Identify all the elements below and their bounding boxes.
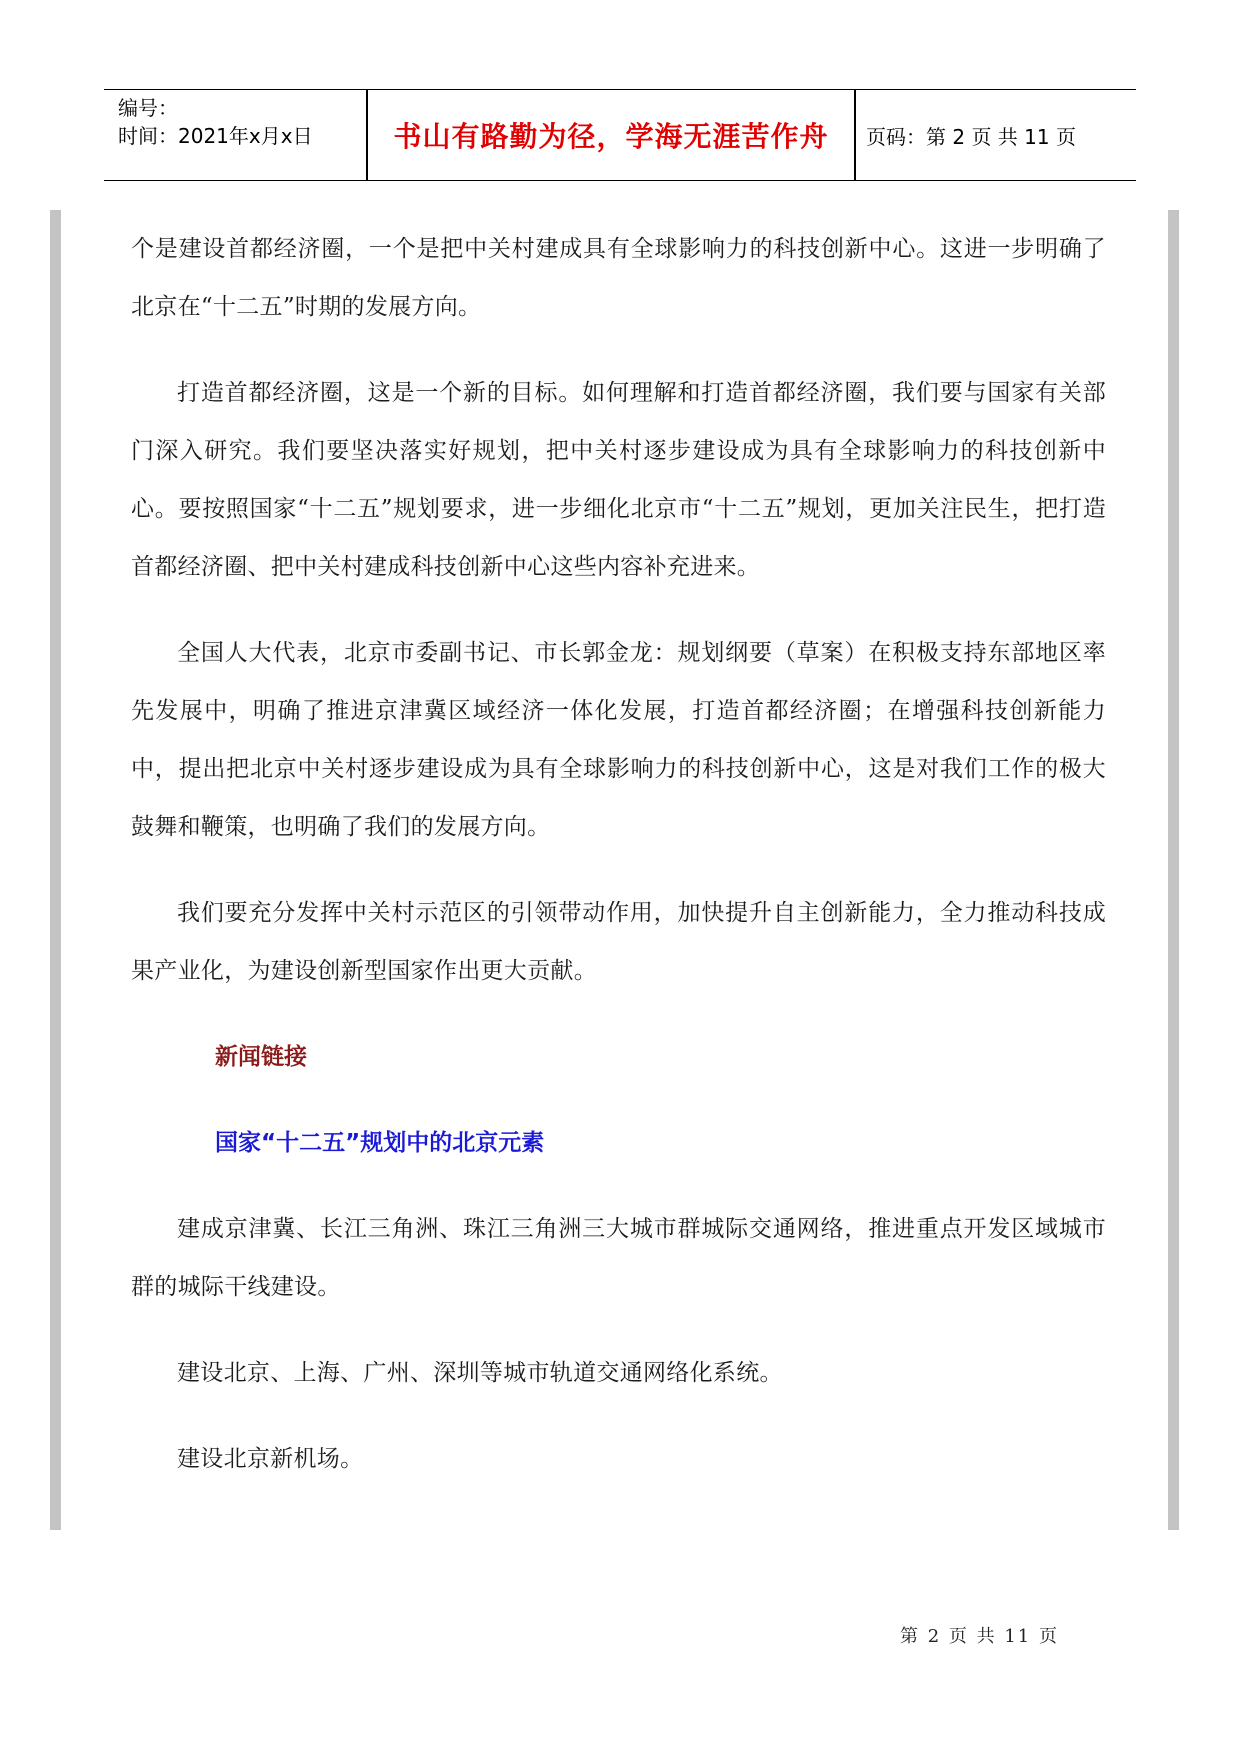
body-paragraph: 全国人大代表，北京市委副书记、市长郭金龙：规划纲要（草案）在积极支持东部地区率先发展中，明确了推进京津冀区域经济一体化发展，打造首都经济圈；在增强科技创新能力中，提出把北京中关村逐步建设成为具有全球影响力的科技创新中心，这是对我们工作的极大鼓舞和鞭策，也明确了我们的发展方向。 (131, 640, 1106, 840)
header-page-info: 页码：第 2 页 共 11 页 (866, 124, 1076, 149)
body-paragraph: 打造首都经济圈，这是一个新的目标。如何理解和打造首都经济圈，我们要与国家有关部门深入研究。我们要坚决落实好规划，把中关村逐步建设成为具有全球影响力的科技创新中心。要按照国家“十二五”规划要求，进一步细化北京市“十二五”规划，更加关注民生，把打造首都经济圈、把中关村建成科技创新中心这些内容补充进来。 (131, 380, 1106, 580)
list-item: 建设北京、上海、广州、深圳等城市轨道交通网络化系统。 (177, 1360, 783, 1386)
body-paragraph: 个是建设首都经济圈，一个是把中关村建成具有全球影响力的科技创新中心。这进一步明确了北京在“十二五”时期的发展方向。 (131, 236, 1106, 320)
date-label: 时间：2021年x月x日 (118, 124, 313, 148)
page-footer: 第 2 页 共 11 页 (900, 1626, 1059, 1647)
header-motto: 书山有路勤为径，学海无涯苦作舟 (393, 120, 829, 153)
page-header (104, 89, 1136, 181)
serial-number-label: 编号： (118, 96, 178, 120)
document-body (131, 220, 1106, 1516)
header-divider (854, 90, 856, 180)
section-subheading: 国家“十二五”规划中的北京元素 (215, 1130, 545, 1156)
right-margin-bar (1168, 210, 1179, 1530)
body-paragraph: 我们要充分发挥中关村示范区的引领带动作用，加快提升自主创新能力，全力推动科技成果产业化，为建设创新型国家作出更大贡献。 (131, 900, 1106, 984)
list-item: 建设北京新机场。 (177, 1446, 364, 1472)
header-meta (118, 90, 368, 180)
list-item: 建成京津冀、长江三角洲、珠江三角洲三大城市群城际交通网络，推进重点开发区域城市群的城际干线建设。 (131, 1216, 1106, 1300)
left-margin-bar (50, 210, 61, 1530)
news-link-heading: 新闻链接 (215, 1044, 307, 1070)
